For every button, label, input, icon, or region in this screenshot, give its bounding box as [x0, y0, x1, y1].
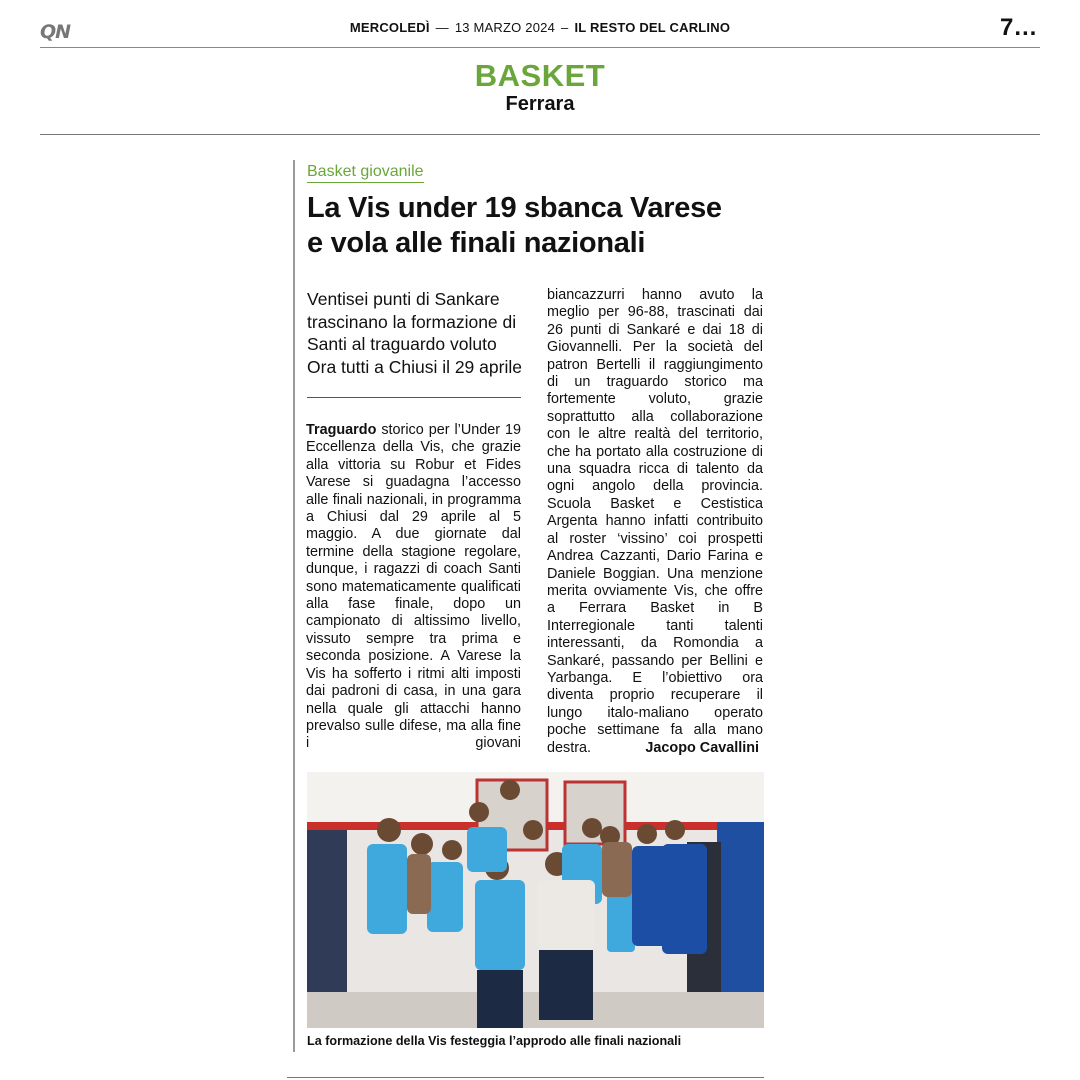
summary-rule	[307, 397, 521, 398]
article-column-2	[547, 287, 763, 757]
top-rule	[40, 47, 1040, 48]
masthead-day: MERCOLEDÌ	[349, 20, 430, 35]
article-kicker: Basket giovanile	[307, 163, 424, 183]
section-subtitle: Ferrara	[505, 93, 575, 115]
section-title: BASKET	[474, 58, 606, 93]
photo-caption: La formazione della Vis festeggia l’approdo alle finali nazionali	[307, 1034, 682, 1048]
bottom-rule	[287, 1077, 764, 1078]
article-summary: Ventisei punti di Sankare trascinano la formazione di Santi al traguardo voluto Ora tutti a Chiusi il 29 aprile	[307, 289, 522, 377]
article-headline	[307, 191, 777, 261]
headline-line-2: e vola alle finali nazionali	[307, 227, 646, 259]
masthead-date: 13 MARZO 2024	[454, 20, 556, 35]
article-column-1	[306, 422, 521, 753]
page-number	[1000, 14, 1037, 42]
page-number-value: 7	[1000, 14, 1014, 41]
body-lead-word: Traguardo	[306, 422, 377, 438]
qn-logo-text: QN	[40, 21, 71, 43]
masthead: MERCOLEDÌ — 13 MARZO 2024 – IL RESTO DEL CARLINO	[349, 20, 731, 35]
article-author: Jacopo Cavallini	[645, 740, 759, 756]
section-rule	[40, 134, 1040, 135]
headline-line-1: La Vis under 19 sbanca Varese	[307, 192, 722, 224]
page-dots: …	[1013, 14, 1038, 41]
article-side-rule	[293, 160, 295, 1052]
column-2-text: biancazzurri hanno avuto la meglio per 96-88, trascinati dai 26 punti di Sankaré e dai 18 di Giovannelli. Per la società del patron Bertelli il raggiungimento di un traguardo storico ma fortemente voluto, grazie soprattutto alla collaborazione con le altre realtà del territorio, che ha portato alla costruzione di una squadra ricca di talento da ogni angolo della provincia. Scuola Basket e Cestistica Argenta hanno infatti contribuito al roster ‘vissino’ coi prospetti Andrea Cazzanti, Dario Farina e Daniele Boggian. Una menzione merita ovviamente Vis, che offre a Ferrara Basket in B Interregionale tanti talenti interessanti, da Romondia a Sankaré, passando per Bellini e Yarbanga. E l’obiettivo ora diventa proprio recuperare il lungo italo-maliano operato poche settimane fa alla mano destra.	[547, 287, 763, 756]
team-photo	[307, 772, 764, 1028]
masthead-paper: IL RESTO DEL CARLINO	[574, 20, 731, 35]
column-1-text: storico per l’Under 19 Eccellenza della Vis, che grazie alla vittoria su Robur et Fides Varese si guadagna l’accesso alle finali nazionali, in programma a Chiusi dal 29 aprile al 5 maggio. A due giornate dal termine della stagione regolare, dunque, i ragazzi di coach Santi sono matematicamente qualificati alla fase finale, dopo un campionato di altissimo livello, vissuto sempre tra prima e seconda posizione. A Varese la Vis ha sofferto i ritmi alti imposti dai padroni di casa, in una gara nella quale gli attacchi hanno prevalso sulle difese, ma alla fine i giovani	[306, 422, 522, 752]
